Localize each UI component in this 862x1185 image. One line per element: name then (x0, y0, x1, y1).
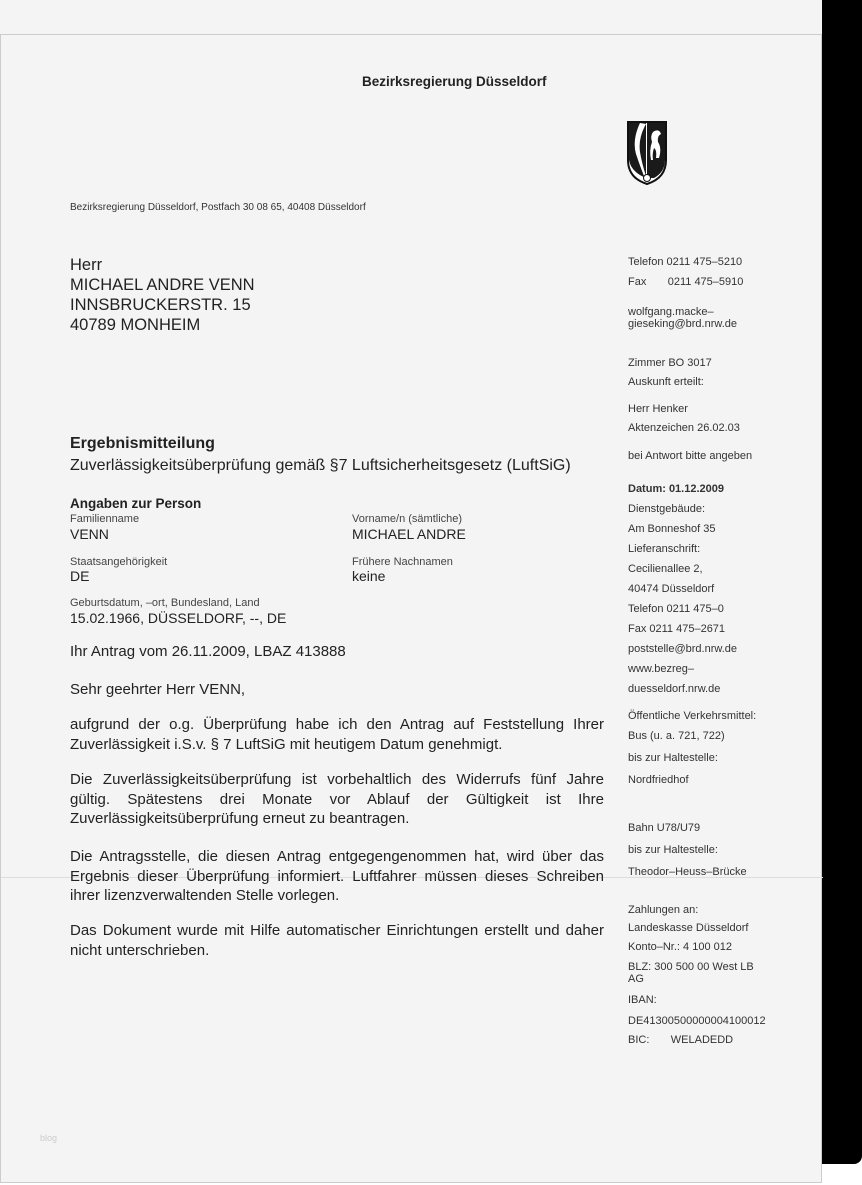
former-names-label: Frühere Nachnamen (352, 556, 453, 568)
sidebar-iban-label: IBAN: (628, 994, 657, 1006)
sidebar-payee: Landeskasse Düsseldorf (628, 922, 749, 934)
sidebar-bus-stop-label: bis zur Haltestelle: (628, 752, 718, 764)
watermark-text: blog (40, 1133, 58, 1143)
sidebar-tram-stop-label: bis zur Haltestelle: (628, 844, 718, 856)
sidebar-tram: Bahn U78/U79 (628, 822, 701, 834)
sidebar-file-number: Aktenzeichen 26.02.03 (628, 422, 740, 434)
sidebar-phone: Telefon 0211 475–5210 (628, 256, 743, 268)
paragraph-validity: Die Zuverlässigkeitsüberprüfung ist vorbehaltlich des Widerrufs fünf Jahre gültig. Spätestens drei Monate vor Ablauf der Gültigkeit ist Ihre Zuverlässigkeitsüberprüfung erneut zu beantragen. (70, 771, 604, 827)
organization-name: Bezirksregierung Düsseldorf (362, 74, 547, 89)
sidebar-bic: BIC: WELADEDD (628, 1034, 734, 1046)
sidebar-blz: BLZ: 300 500 00 West LB (628, 961, 754, 973)
paragraph-notification: Die Antragsstelle, die diesen Antrag entgegengenommen hat, wird über das Ergebnis dieser Überprüfung informiert. Luftfahrer müssen dieses Schreiben ihrer lizenzverwaltenden Stelle vorlegen. (70, 848, 604, 904)
sidebar-fax: Fax 0211 475–5910 (628, 276, 744, 288)
sidebar-room: Zimmer BO 3017 (628, 357, 712, 369)
sidebar-reply-note: bei Antwort bitte angeben (628, 450, 753, 462)
sidebar-bus-stop: Nordfriedhof (628, 774, 689, 786)
person-section-heading: Angaben zur Person (70, 496, 202, 511)
recipient-salutation: Herr (70, 256, 103, 274)
family-name-value: VENN (70, 526, 109, 542)
sender-return-address: Bezirksregierung Düsseldorf, Postfach 30 08 65, 40408 Düsseldorf (70, 202, 366, 213)
letter-salutation: Sehr geehrter Herr VENN, (70, 681, 246, 698)
sidebar-email-2: gieseking@brd.nrw.de (628, 318, 738, 330)
birth-label: Geburtsdatum, –ort, Bundesland, Land (70, 597, 260, 609)
sidebar-iban: DE41300500000004100012 (628, 1015, 766, 1027)
sidebar-email-1: wolfgang.macke– (628, 306, 714, 318)
birth-value: 15.02.1966, DÜSSELDORF, --, DE (70, 610, 287, 626)
scan-border-right (822, 0, 862, 1164)
document-subtitle: Zuverlässigkeitsüberprüfung gemäß §7 Luftsicherheitsgesetz (LuftSiG) (70, 457, 571, 474)
sidebar-website-2: duesseldorf.nrw.de (628, 683, 721, 695)
recipient-city: 40789 MONHEIM (70, 316, 201, 334)
sidebar-account: Konto–Nr.: 4 100 012 (628, 941, 732, 953)
former-names-value: keine (352, 568, 386, 584)
sidebar-transit-label: Öffentliche Verkehrsmittel: (628, 710, 757, 722)
sidebar-delivery-city: 40474 Düsseldorf (628, 583, 715, 595)
sidebar-bus: Bus (u. a. 721, 722) (628, 730, 725, 742)
sidebar-main-email: poststelle@brd.nrw.de (628, 643, 738, 655)
sidebar-payment-label: Zahlungen an: (628, 904, 699, 916)
nationality-label: Staatsangehörigkeit (70, 556, 168, 568)
sidebar-website-1: www.bezreg– (628, 663, 695, 675)
coat-of-arms-icon (626, 120, 668, 186)
recipient-street: INNSBRUCKERSTR. 15 (70, 296, 251, 314)
paragraph-approval: aufgrund der o.g. Überprüfung habe ich den Antrag auf Feststellung Ihrer Zuverlässigkeit i.S.v. § 7 LuftSiG mit heutigem Datum genehmigt. (70, 716, 604, 753)
nationality-value: DE (70, 568, 90, 584)
sidebar-building-label: Dienstgebäude: (628, 503, 706, 515)
family-name-label: Familienname (70, 513, 140, 525)
sidebar-delivery-street: Cecilienallee 2, (628, 563, 703, 575)
sidebar-date: Datum: 01.12.2009 (628, 483, 724, 495)
application-reference: Ihr Antrag vom 26.11.2009, LBAZ 413888 (70, 643, 346, 660)
first-name-label: Vorname/n (sämtliche) (352, 513, 463, 525)
paragraph-automatic: Das Dokument wurde mit Hilfe automatischer Einrichtungen erstellt und daher nicht unterschrieben. (70, 922, 604, 959)
recipient-name: MICHAEL ANDRE VENN (70, 276, 255, 294)
sidebar-building: Am Bonneshof 35 (628, 523, 716, 535)
sidebar-contact: Herr Henker (628, 403, 688, 415)
sidebar-main-phone: Telefon 0211 475–0 (628, 603, 724, 615)
document-title: Ergebnismitteilung (70, 435, 215, 452)
first-name-value: MICHAEL ANDRE (352, 526, 466, 542)
sidebar-tram-stop: Theodor–Heuss–Brücke (628, 866, 747, 878)
sidebar-blz-cont: AG (628, 973, 644, 985)
sidebar-main-fax: Fax 0211 475–2671 (628, 623, 726, 635)
sidebar-info-label: Auskunft erteilt: (628, 376, 704, 388)
sidebar-delivery-label: Lieferanschrift: (628, 543, 701, 555)
